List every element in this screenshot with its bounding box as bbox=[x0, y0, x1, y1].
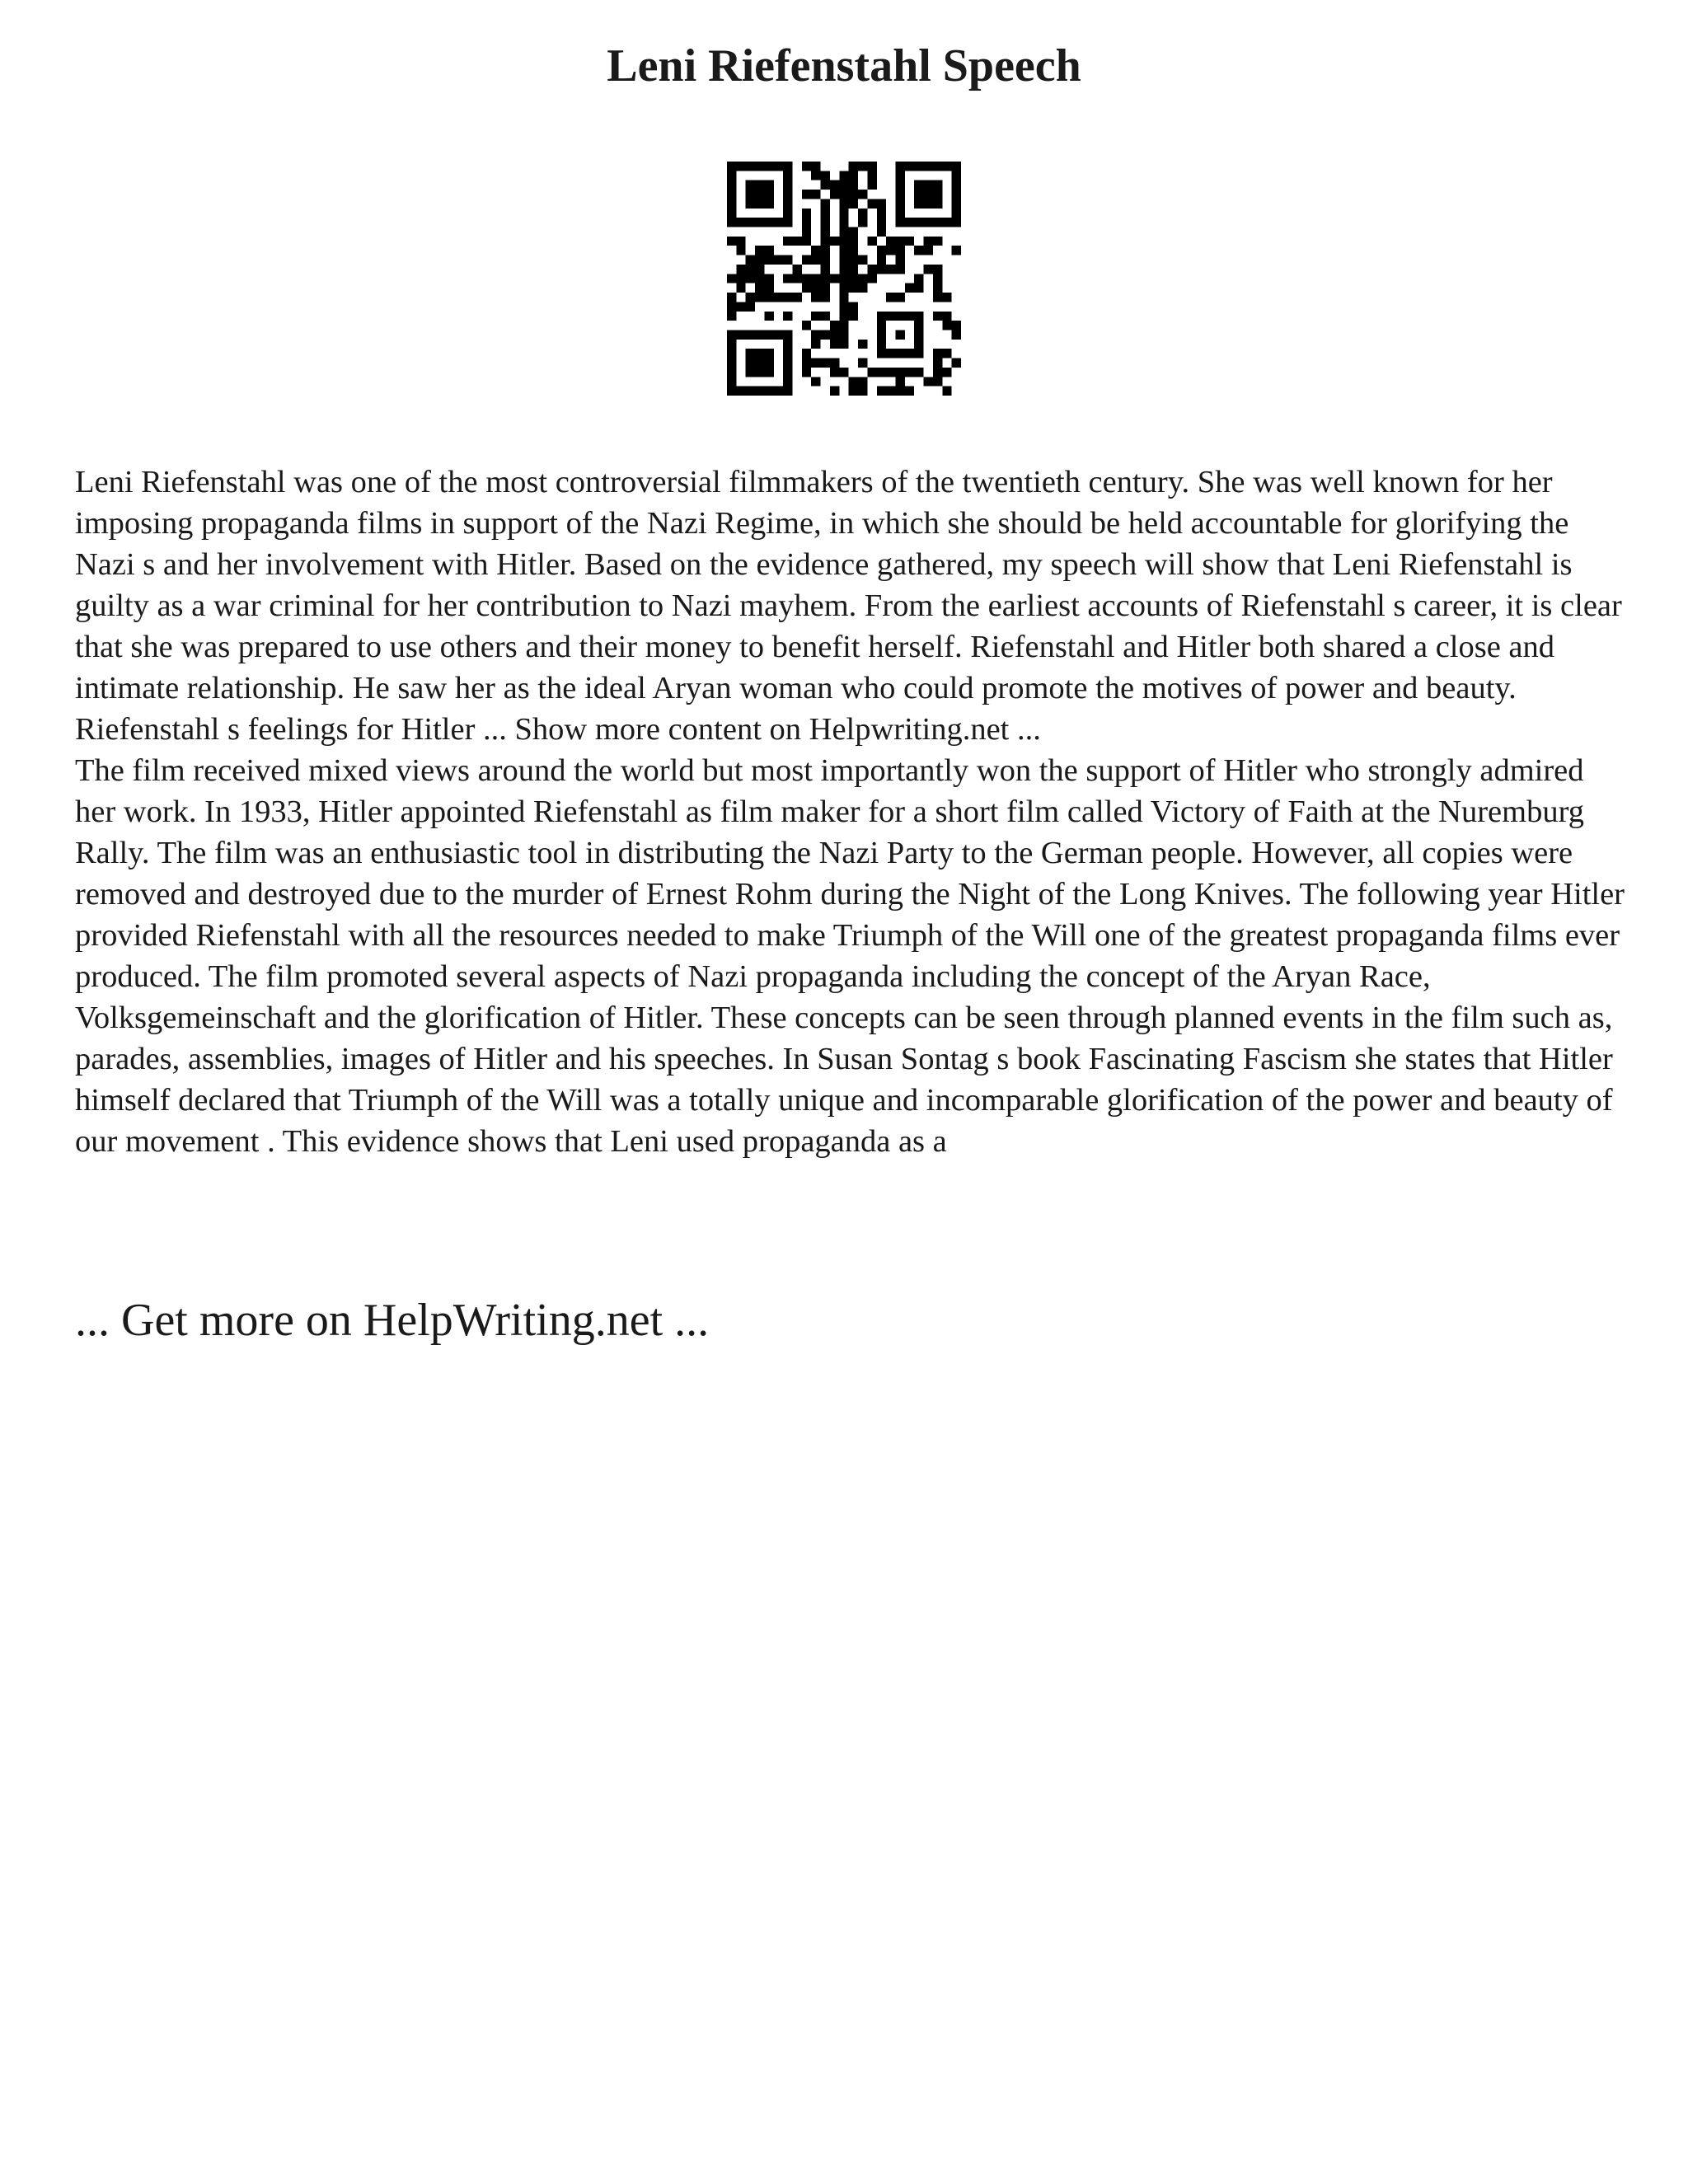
qr-module bbox=[839, 284, 848, 293]
paragraph-2: The film received mixed views around the world but most importantly won the support of Hitler who strongly admired her work. In 1933, Hitler appointed Riefenstahl as film maker for a short film called Victory of Faith at the Nuremburg Rally. The film was an enthusiastic tool in distributing the Nazi Party to the German people. However, all copies were removed and destroyed due to the murder of Ernest Rohm during the Night of the Long Knives. The following year Hitler provided Riefenstahl with all the resources needed to make Triumph of the Will one of the greatest propaganda films ever produced. The film promoted several aspects of Nazi propaganda including the concept of the Aryan Race, Volksgemeinschaft and the glorification of Hitler. These concepts can be seen through planned events in the film such as, parades, assemblies, images of Hitler and his speeches. In Susan Sontag s book Fascinating Fascism she states that Hitler himself declared that Triumph of the Will was a totally unique and incomparable glorification of the power and beauty of our movement . This evidence shows that Leni used propaganda as a bbox=[75, 753, 1625, 1159]
qr-module bbox=[811, 359, 820, 368]
qr-module bbox=[942, 368, 951, 377]
qr-module bbox=[839, 312, 848, 321]
qr-module bbox=[867, 368, 876, 377]
qr-module bbox=[867, 171, 876, 180]
qr-module bbox=[849, 171, 858, 180]
qr-module bbox=[830, 368, 839, 377]
qr-module bbox=[942, 321, 951, 330]
qr-module bbox=[821, 227, 830, 237]
qr-module bbox=[933, 312, 942, 321]
qr-module bbox=[839, 321, 848, 330]
qr-module bbox=[858, 284, 867, 293]
qr-module bbox=[802, 255, 811, 265]
qr-module bbox=[821, 180, 830, 190]
qr-module bbox=[942, 349, 951, 358]
qr-module bbox=[839, 302, 848, 311]
qr-module bbox=[867, 162, 876, 171]
qr-module bbox=[802, 274, 811, 283]
qr-module bbox=[821, 209, 830, 218]
qr-module bbox=[755, 255, 764, 265]
qr-module bbox=[821, 171, 830, 180]
qr-module bbox=[821, 246, 830, 255]
qr-module bbox=[821, 265, 830, 274]
qr-module bbox=[821, 274, 830, 283]
qr-module bbox=[839, 274, 848, 283]
qr-module bbox=[755, 284, 764, 293]
qr-module bbox=[802, 227, 811, 237]
qr-module bbox=[830, 180, 839, 190]
qr-module bbox=[924, 237, 933, 246]
qr-module bbox=[839, 340, 848, 349]
qr-module bbox=[839, 265, 848, 274]
qr-module bbox=[942, 312, 951, 321]
qr-module bbox=[811, 162, 820, 171]
qr-module bbox=[839, 209, 848, 218]
qr-module bbox=[821, 312, 830, 321]
qr-module bbox=[821, 255, 830, 265]
qr-module bbox=[942, 387, 951, 396]
qr-module bbox=[802, 209, 811, 218]
qr-module bbox=[830, 321, 839, 330]
qr-module bbox=[802, 218, 811, 227]
qr-module bbox=[727, 237, 736, 246]
qr-module bbox=[877, 368, 886, 377]
qr-module bbox=[849, 255, 858, 265]
qr-module bbox=[783, 274, 792, 283]
qr-module bbox=[830, 340, 839, 349]
qr-module bbox=[802, 368, 811, 377]
qr-module bbox=[867, 180, 876, 190]
qr-module bbox=[830, 190, 839, 199]
qr-module bbox=[830, 387, 839, 396]
qr-module bbox=[746, 265, 755, 274]
qr-module bbox=[933, 284, 942, 293]
qr-module bbox=[933, 359, 942, 368]
qr-module bbox=[811, 255, 820, 265]
qr-module bbox=[811, 171, 820, 180]
qr-module bbox=[811, 312, 820, 321]
qr-module bbox=[858, 255, 867, 265]
qr-module bbox=[914, 274, 923, 283]
qr-module bbox=[905, 368, 914, 377]
qr-module bbox=[858, 377, 867, 386]
qr-module bbox=[821, 199, 830, 208]
qr-module bbox=[830, 330, 839, 339]
qr-module bbox=[793, 274, 802, 283]
qr-module bbox=[821, 218, 830, 227]
qr-module bbox=[877, 387, 886, 396]
qr-module bbox=[736, 302, 745, 311]
qr-module bbox=[905, 284, 914, 293]
qr-module bbox=[849, 387, 858, 396]
qr-module bbox=[764, 246, 773, 255]
qr-module bbox=[821, 237, 830, 246]
qr-module bbox=[914, 368, 923, 377]
qr-module bbox=[821, 330, 830, 339]
qr-module bbox=[858, 162, 867, 171]
qr-module bbox=[952, 246, 961, 255]
qr-module bbox=[877, 255, 886, 265]
qr-module bbox=[886, 293, 895, 302]
qr-module bbox=[746, 255, 755, 265]
qr-module bbox=[952, 321, 961, 330]
qr-module bbox=[821, 359, 830, 368]
qr-module bbox=[886, 246, 895, 255]
qr-module bbox=[802, 284, 811, 293]
qr-module bbox=[858, 387, 867, 396]
qr-module bbox=[942, 293, 951, 302]
qr-module bbox=[933, 274, 942, 283]
qr-module bbox=[849, 180, 858, 190]
qr-module bbox=[895, 293, 904, 302]
qr-module bbox=[895, 368, 904, 377]
qr-module bbox=[811, 330, 820, 339]
qr-module bbox=[849, 199, 858, 208]
article-body bbox=[75, 462, 1625, 1162]
qr-module bbox=[783, 312, 792, 321]
qr-module bbox=[821, 293, 830, 302]
qr-module bbox=[933, 349, 942, 358]
qr-module bbox=[886, 265, 895, 274]
qr-module bbox=[849, 237, 858, 246]
qr-module bbox=[849, 302, 858, 311]
qr-module bbox=[736, 237, 745, 246]
qr-module bbox=[895, 237, 904, 246]
qr-module bbox=[755, 293, 764, 302]
qr-module bbox=[811, 284, 820, 293]
qr-module bbox=[764, 255, 773, 265]
qr-module bbox=[867, 265, 876, 274]
qr-module bbox=[877, 265, 886, 274]
qr-module bbox=[783, 255, 792, 265]
qr-module bbox=[839, 171, 848, 180]
qr-module bbox=[849, 162, 858, 171]
qr-module bbox=[839, 227, 848, 237]
qr-module bbox=[830, 359, 839, 368]
qr-module bbox=[793, 237, 802, 246]
qr-module bbox=[858, 190, 867, 199]
qr-module bbox=[811, 274, 820, 283]
qr-module bbox=[849, 274, 858, 283]
qr-module bbox=[783, 293, 792, 302]
qr-module bbox=[886, 368, 895, 377]
qr-module bbox=[755, 246, 764, 255]
qr-module bbox=[933, 265, 942, 274]
qr-module bbox=[877, 227, 886, 237]
qr-module bbox=[793, 265, 802, 274]
qr-module bbox=[736, 246, 745, 255]
qr-module bbox=[764, 284, 773, 293]
qr-module bbox=[867, 199, 876, 208]
qr-module bbox=[858, 359, 867, 368]
qr-module bbox=[811, 190, 820, 199]
qr-module bbox=[755, 274, 764, 283]
qr-module bbox=[849, 377, 858, 386]
qr-module bbox=[849, 265, 858, 274]
qr-module bbox=[839, 218, 848, 227]
qr-module bbox=[924, 265, 933, 274]
qr-module bbox=[933, 293, 942, 302]
qr-module bbox=[952, 359, 961, 368]
qr-code-icon bbox=[727, 162, 961, 396]
qr-module bbox=[802, 349, 811, 358]
qr-module bbox=[867, 237, 876, 246]
qr-module bbox=[839, 190, 848, 199]
qr-module bbox=[914, 284, 923, 293]
qr-module bbox=[895, 265, 904, 274]
qr-module bbox=[839, 368, 848, 377]
qr-module bbox=[895, 246, 904, 255]
qr-module bbox=[895, 255, 904, 265]
qr-module bbox=[858, 218, 867, 227]
qr-module bbox=[839, 180, 848, 190]
qr-module bbox=[924, 246, 933, 255]
qr-module bbox=[764, 293, 773, 302]
qr-module bbox=[746, 302, 755, 311]
qr-module bbox=[858, 340, 867, 349]
qr-module bbox=[811, 246, 820, 255]
qr-module bbox=[849, 190, 858, 199]
qr-module bbox=[914, 246, 923, 255]
qr-module bbox=[895, 387, 904, 396]
qr-module bbox=[830, 237, 839, 246]
qr-module bbox=[830, 274, 839, 283]
qr-module bbox=[802, 190, 811, 199]
qr-module bbox=[811, 340, 820, 349]
qr-module bbox=[764, 274, 773, 283]
qr-module bbox=[933, 377, 942, 386]
qr-module bbox=[924, 377, 933, 386]
qr-module bbox=[905, 387, 914, 396]
qr-module bbox=[727, 293, 736, 302]
qr-module bbox=[895, 377, 904, 386]
qr-module bbox=[727, 274, 736, 283]
qr-module bbox=[849, 227, 858, 237]
qr-module bbox=[839, 246, 848, 255]
qr-module bbox=[783, 237, 792, 246]
qr-module bbox=[839, 330, 848, 339]
qr-module bbox=[802, 359, 811, 368]
qr-module bbox=[821, 284, 830, 293]
qr-module bbox=[774, 255, 783, 265]
qr-module bbox=[839, 255, 848, 265]
qr-module bbox=[905, 237, 914, 246]
qr-module bbox=[802, 162, 811, 171]
qr-module bbox=[933, 368, 942, 377]
qr-module bbox=[774, 293, 783, 302]
qr-module bbox=[727, 302, 736, 311]
qr-module bbox=[736, 265, 745, 274]
qr-module bbox=[746, 274, 755, 283]
qr-module bbox=[802, 321, 811, 330]
qr-module bbox=[858, 209, 867, 218]
paragraph-1: Leni Riefenstahl was one of the most controversial filmmakers of the twentieth century. She was well known for her imposing propaganda films in support of the Nazi Regime, in which she should be held accountable for glorifying the Nazi s and her involvement with Hitler. Based on the evidence gathered, my speech will show that Leni Riefenstahl is guilty as a war criminal for her contribution to Nazi mayhem. From the earliest accounts of Riefenstahl s career, it is clear that she was prepared to use others and their money to benefit herself. Riefenstahl and Hitler both shared a close and intimate relationship. He saw her as the ideal Aryan woman who could promote the motives of power and beauty. Riefenstahl s feelings for Hitler ... Show more content on Helpwriting.net ... bbox=[75, 465, 1622, 747]
qr-module bbox=[764, 312, 773, 321]
qr-module bbox=[736, 274, 745, 283]
qr-module bbox=[849, 284, 858, 293]
page-title: Leni Riefenstahl Speech bbox=[607, 40, 1081, 91]
qr-module bbox=[746, 293, 755, 302]
get-more-link[interactable]: ... Get more on HelpWriting.net ... bbox=[75, 1295, 710, 1346]
qr-module bbox=[877, 218, 886, 227]
qr-module bbox=[849, 312, 858, 321]
qr-module bbox=[811, 377, 820, 386]
qr-module bbox=[858, 274, 867, 283]
qr-module bbox=[877, 246, 886, 255]
qr-module bbox=[886, 387, 895, 396]
qr-module bbox=[952, 330, 961, 339]
qr-module bbox=[877, 199, 886, 208]
qr-module bbox=[886, 237, 895, 246]
qr-module bbox=[849, 246, 858, 255]
qr-module bbox=[877, 209, 886, 218]
qr-module bbox=[811, 293, 820, 302]
qr-module bbox=[793, 293, 802, 302]
qr-module bbox=[933, 237, 942, 246]
qr-module bbox=[802, 237, 811, 246]
qr-module bbox=[736, 284, 745, 293]
qr-module bbox=[839, 293, 848, 302]
qr-module bbox=[839, 199, 848, 208]
qr-module bbox=[727, 312, 736, 321]
qr-module bbox=[755, 265, 764, 274]
qr-module bbox=[867, 274, 876, 283]
qr-module bbox=[839, 237, 848, 246]
